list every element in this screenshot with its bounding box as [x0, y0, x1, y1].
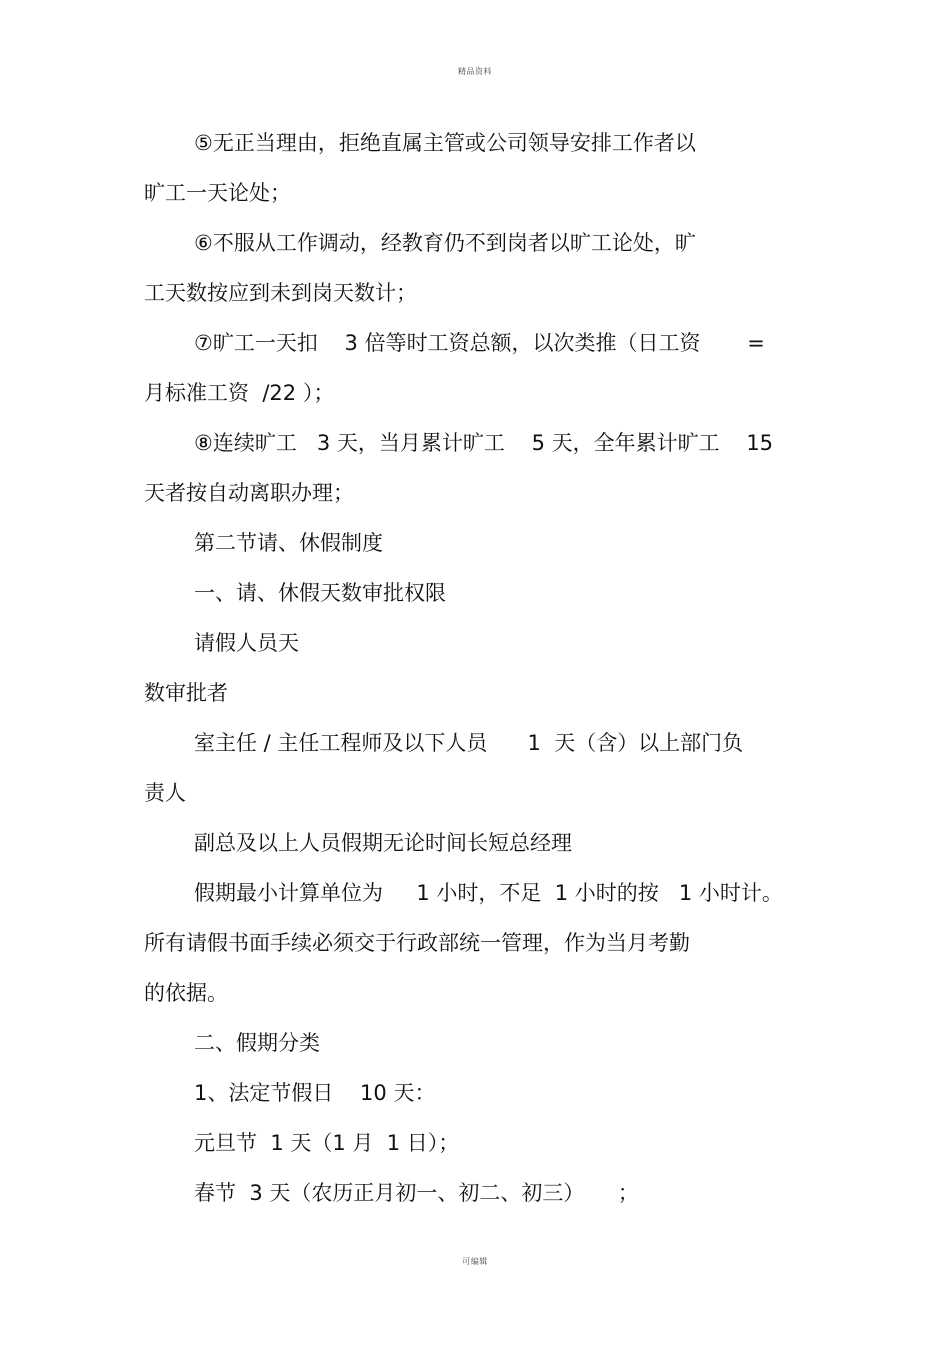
text-line: 月标准工资 /22 ）；: [144, 381, 335, 405]
section-heading: 第二节请、休假制度: [194, 531, 383, 555]
text-line: ⑦旷工一天扣 3 倍等时工资总额，以次类推（日工资 =: [194, 331, 765, 355]
page-footer: 可编辑: [462, 1257, 488, 1266]
text-line: 所有请假书面手续必须交于行政部统一管理，作为当月考勤: [144, 931, 690, 955]
page-header: 精品资料: [458, 67, 492, 76]
text-line: ⑥不服从工作调动，经教育仍不到岗者以旷工论处，旷: [194, 231, 696, 255]
text-line: ⑧连续旷工 3 天，当月累计旷工 5 天，全年累计旷工 15: [194, 431, 774, 455]
text-line: 旷工一天论处；: [144, 181, 291, 205]
text-line: 副总及以上人员假期无论时间长短总经理: [194, 831, 572, 855]
text-line: 春节 3 天（农历正月初一、初二、初三） ；: [194, 1181, 639, 1205]
text-line: 天者按自动离职办理；: [144, 481, 354, 505]
text-line: 数审批者: [144, 681, 228, 705]
subsection-heading: 一、请、休假天数审批权限: [194, 581, 446, 605]
text-line: 责人: [144, 781, 186, 805]
text-line: ⑤无正当理由，拒绝直属主管或公司领导安排工作者以: [194, 131, 696, 155]
text-line: 的依据。: [144, 981, 228, 1005]
subsection-heading: 二、假期分类: [194, 1031, 320, 1055]
text-line: 工天数按应到未到岗天数计；: [144, 281, 417, 305]
text-line: 1、法定节假日 10 天：: [194, 1081, 436, 1105]
text-line: 室主任 / 主任工程师及以下人员 1 天（含）以上部门负: [194, 731, 744, 755]
text-line: 假期最小计算单位为 1 小时，不足 1 小时的按 1 小时计。: [194, 881, 783, 905]
text-line: 元旦节 1 天（1 月 1 日）；: [194, 1131, 460, 1155]
text-line: 请假人员天: [194, 631, 299, 655]
